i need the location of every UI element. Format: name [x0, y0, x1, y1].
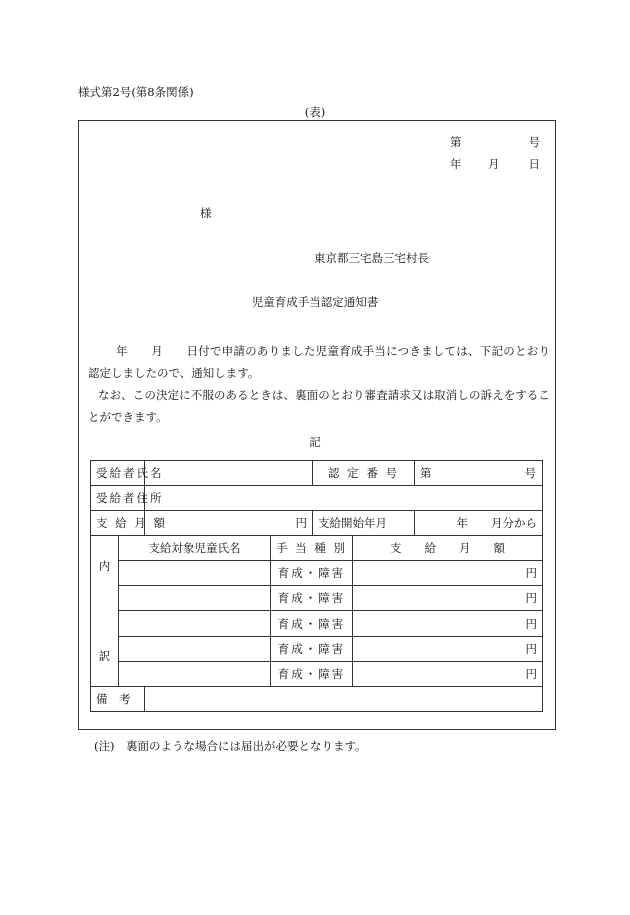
start-month-value: 年 月分から [415, 511, 543, 536]
breakdown-row [91, 661, 543, 686]
breakdown-row [91, 611, 543, 636]
number-prefix: 第 [450, 135, 462, 149]
allowance-type-cell: 育成・障害 [271, 636, 353, 661]
row-monthly-amount [91, 511, 543, 536]
date-month: 月 [488, 157, 500, 171]
child-name-cell [119, 661, 271, 686]
payment-amount-cell: 円 [353, 636, 543, 661]
number-suffix: 号 [528, 135, 540, 149]
breakdown-label-bottom: 訳 [98, 649, 111, 663]
recipient-name-value [145, 461, 313, 486]
notice-paragraph-2: なお、この決定に不服のあるときは、裏面のとおり審査請求又は取消しの訴えをすることができます。 [88, 388, 550, 424]
recipient-honorific: 様 [200, 206, 212, 220]
row-recipient-address [91, 486, 543, 511]
record-marker: 記 [309, 435, 321, 449]
child-name-cell [119, 561, 271, 586]
allowance-type-cell: 育成・障害 [271, 611, 353, 636]
monthly-amount-label: 支 給 月 額 [91, 511, 145, 536]
remarks-label: 備 考 [91, 687, 145, 712]
cert-number-suffix: 号 [524, 466, 536, 480]
document-title: 児童育成手当認定通知書 [251, 295, 379, 309]
payment-amount-cell: 円 [353, 561, 543, 586]
recipient-address-value [145, 486, 543, 511]
cert-number-label: 認 定 番 号 [313, 461, 415, 486]
row-recipient-name [91, 461, 543, 486]
row-remarks [91, 687, 543, 712]
breakdown-row [91, 636, 543, 661]
recipient-address-label: 受給者住所 [91, 486, 145, 511]
date-day: 日 [528, 157, 540, 171]
allowance-type-cell: 育成・障害 [271, 561, 353, 586]
remarks-value [145, 687, 543, 712]
allowance-type-cell: 育成・障害 [271, 661, 353, 686]
details-table [90, 460, 542, 712]
child-name-cell [119, 586, 271, 611]
start-month-label: 支給開始年月 [313, 511, 415, 536]
cert-number-prefix: 第 [420, 466, 432, 480]
payment-amount-cell: 円 [353, 661, 543, 686]
payment-amount-cell: 円 [353, 586, 543, 611]
breakdown-label-top: 内 [98, 559, 111, 573]
breakdown-side-label [91, 536, 119, 687]
breakdown-row [91, 586, 543, 611]
col-payment-monthly: 支 給 月 額 [353, 536, 543, 561]
form-reference: 様式第2号(第8条関係) [78, 85, 194, 99]
breakdown-header-row [91, 536, 543, 561]
cert-number-value [415, 461, 543, 486]
issuer-name: 東京都三宅島三宅村長 [314, 251, 429, 265]
front-side-label: (表) [304, 105, 326, 119]
notice-paragraph-1: 年 月 日付で申請のありました児童育成手当につきましては、下記のとおり認定しましたので、通知します。 [88, 344, 550, 380]
child-name-cell [119, 636, 271, 661]
col-allowance-type: 手 当 種 別 [271, 536, 353, 561]
date-year: 年 [450, 157, 462, 171]
allowance-type-cell: 育成・障害 [271, 586, 353, 611]
breakdown-row [91, 561, 543, 586]
footnote: (注) 裏面のような場合には届出が必要となります。 [94, 739, 367, 753]
payment-amount-cell: 円 [353, 611, 543, 636]
col-child-name: 支給対象児童氏名 [119, 536, 271, 561]
monthly-amount-yen: 円 [145, 511, 313, 536]
recipient-name-label: 受給者氏名 [91, 461, 145, 486]
child-name-cell [119, 611, 271, 636]
